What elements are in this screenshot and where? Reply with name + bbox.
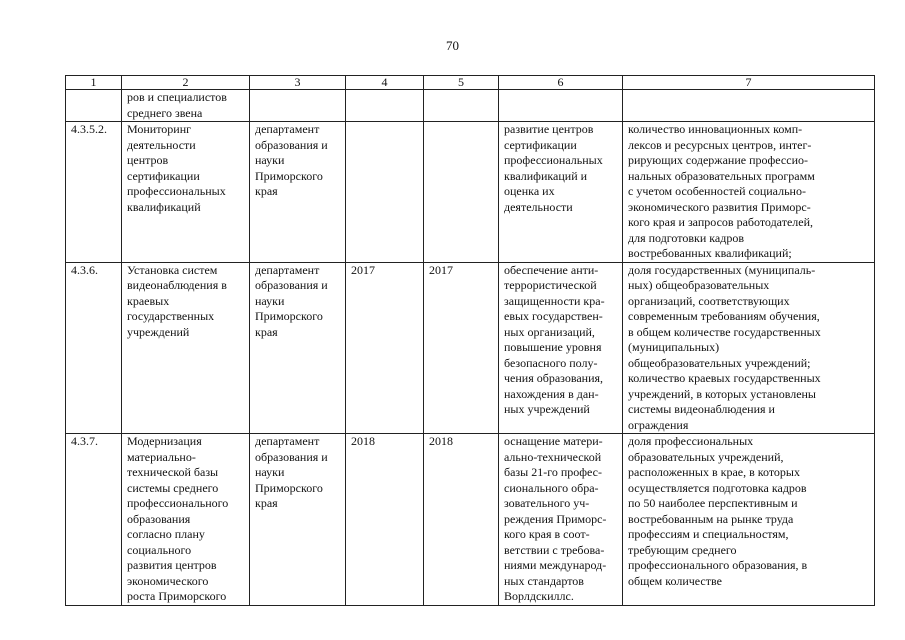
item-end-year bbox=[424, 90, 499, 122]
item-result bbox=[499, 90, 623, 122]
table-header-row bbox=[66, 76, 875, 90]
item-name: ров и специалистов среднего звена bbox=[122, 90, 250, 122]
item-result: обеспечение анти- террористической защищенности кра- евых государствен- ных организаций, повышение уровня безопасного полу- чения образования, нахождения в дан- ных учреждений bbox=[499, 262, 623, 434]
item-end-year: 2017 bbox=[424, 262, 499, 434]
document-table bbox=[65, 75, 875, 606]
item-end-year: 2018 bbox=[424, 434, 499, 606]
table-row bbox=[66, 434, 875, 606]
column-header: 4 bbox=[346, 76, 424, 90]
item-number: 4.3.6. bbox=[66, 262, 122, 434]
item-executor bbox=[250, 90, 346, 122]
item-start-year: 2017 bbox=[346, 262, 424, 434]
item-executor: департамент образования и науки Приморского края bbox=[250, 122, 346, 263]
item-indicator: количество инновационных комп- лексов и ресурсных центров, интег- рирующих содержание профессио- нальных образовательных программ с учетом особенностей социально- экономического развития Приморс- кого края и запросов работодателей, для подготовки кадров востребованных квалификаций; bbox=[623, 122, 875, 263]
item-name: Модернизация материально- технической базы системы среднего профессионального образования согласно плану социального развития центров экономического роста Приморского bbox=[122, 434, 250, 606]
item-start-year bbox=[346, 90, 424, 122]
item-indicator: доля профессиональных образовательных учреждений, расположенных в крае, в которых осуществляется подготовка кадров по 50 наиболее перспективным и востребованным на рынке труда профессиям и специальностям, требующим среднего профессионального образования, в общем количестве bbox=[623, 434, 875, 606]
column-header: 1 bbox=[66, 76, 122, 90]
item-result: развитие центров сертификации профессиональных квалификаций и оценка их деятельности bbox=[499, 122, 623, 263]
item-number bbox=[66, 90, 122, 122]
table-row bbox=[66, 122, 875, 263]
column-header: 5 bbox=[424, 76, 499, 90]
column-header: 6 bbox=[499, 76, 623, 90]
column-header: 2 bbox=[122, 76, 250, 90]
item-result: оснащение матери- ально-технической базы 21-го профес- сионального обра- зовательного уч- реждения Приморс- кого края в соот- ветствии с требова- ниями международ- ных стандартов Ворлдскиллс. bbox=[499, 434, 623, 606]
table-row bbox=[66, 262, 875, 434]
item-start-year: 2018 bbox=[346, 434, 424, 606]
column-header: 7 bbox=[623, 76, 875, 90]
item-name: Мониторинг деятельности центров сертификации профессиональных квалификаций bbox=[122, 122, 250, 263]
item-indicator bbox=[623, 90, 875, 122]
item-number: 4.3.7. bbox=[66, 434, 122, 606]
item-indicator: доля государственных (муниципаль- ных) общеобразовательных организаций, соответствующих современным требованиям обучения, в общем количестве государственных (муниципальных) общеобразовательных учреждений; количество краевых государственных учреждений, в которых установлены системы видеонаблюдения и ограждения bbox=[623, 262, 875, 434]
table-row bbox=[66, 90, 875, 122]
item-number: 4.3.5.2. bbox=[66, 122, 122, 263]
item-name: Установка систем видеонаблюдения в краевых государственных учреждений bbox=[122, 262, 250, 434]
item-executor: департамент образования и науки Приморского края bbox=[250, 262, 346, 434]
item-start-year bbox=[346, 122, 424, 263]
item-end-year bbox=[424, 122, 499, 263]
column-header: 3 bbox=[250, 76, 346, 90]
page-number: 70 bbox=[446, 38, 459, 53]
item-executor: департамент образования и науки Приморского края bbox=[250, 434, 346, 606]
